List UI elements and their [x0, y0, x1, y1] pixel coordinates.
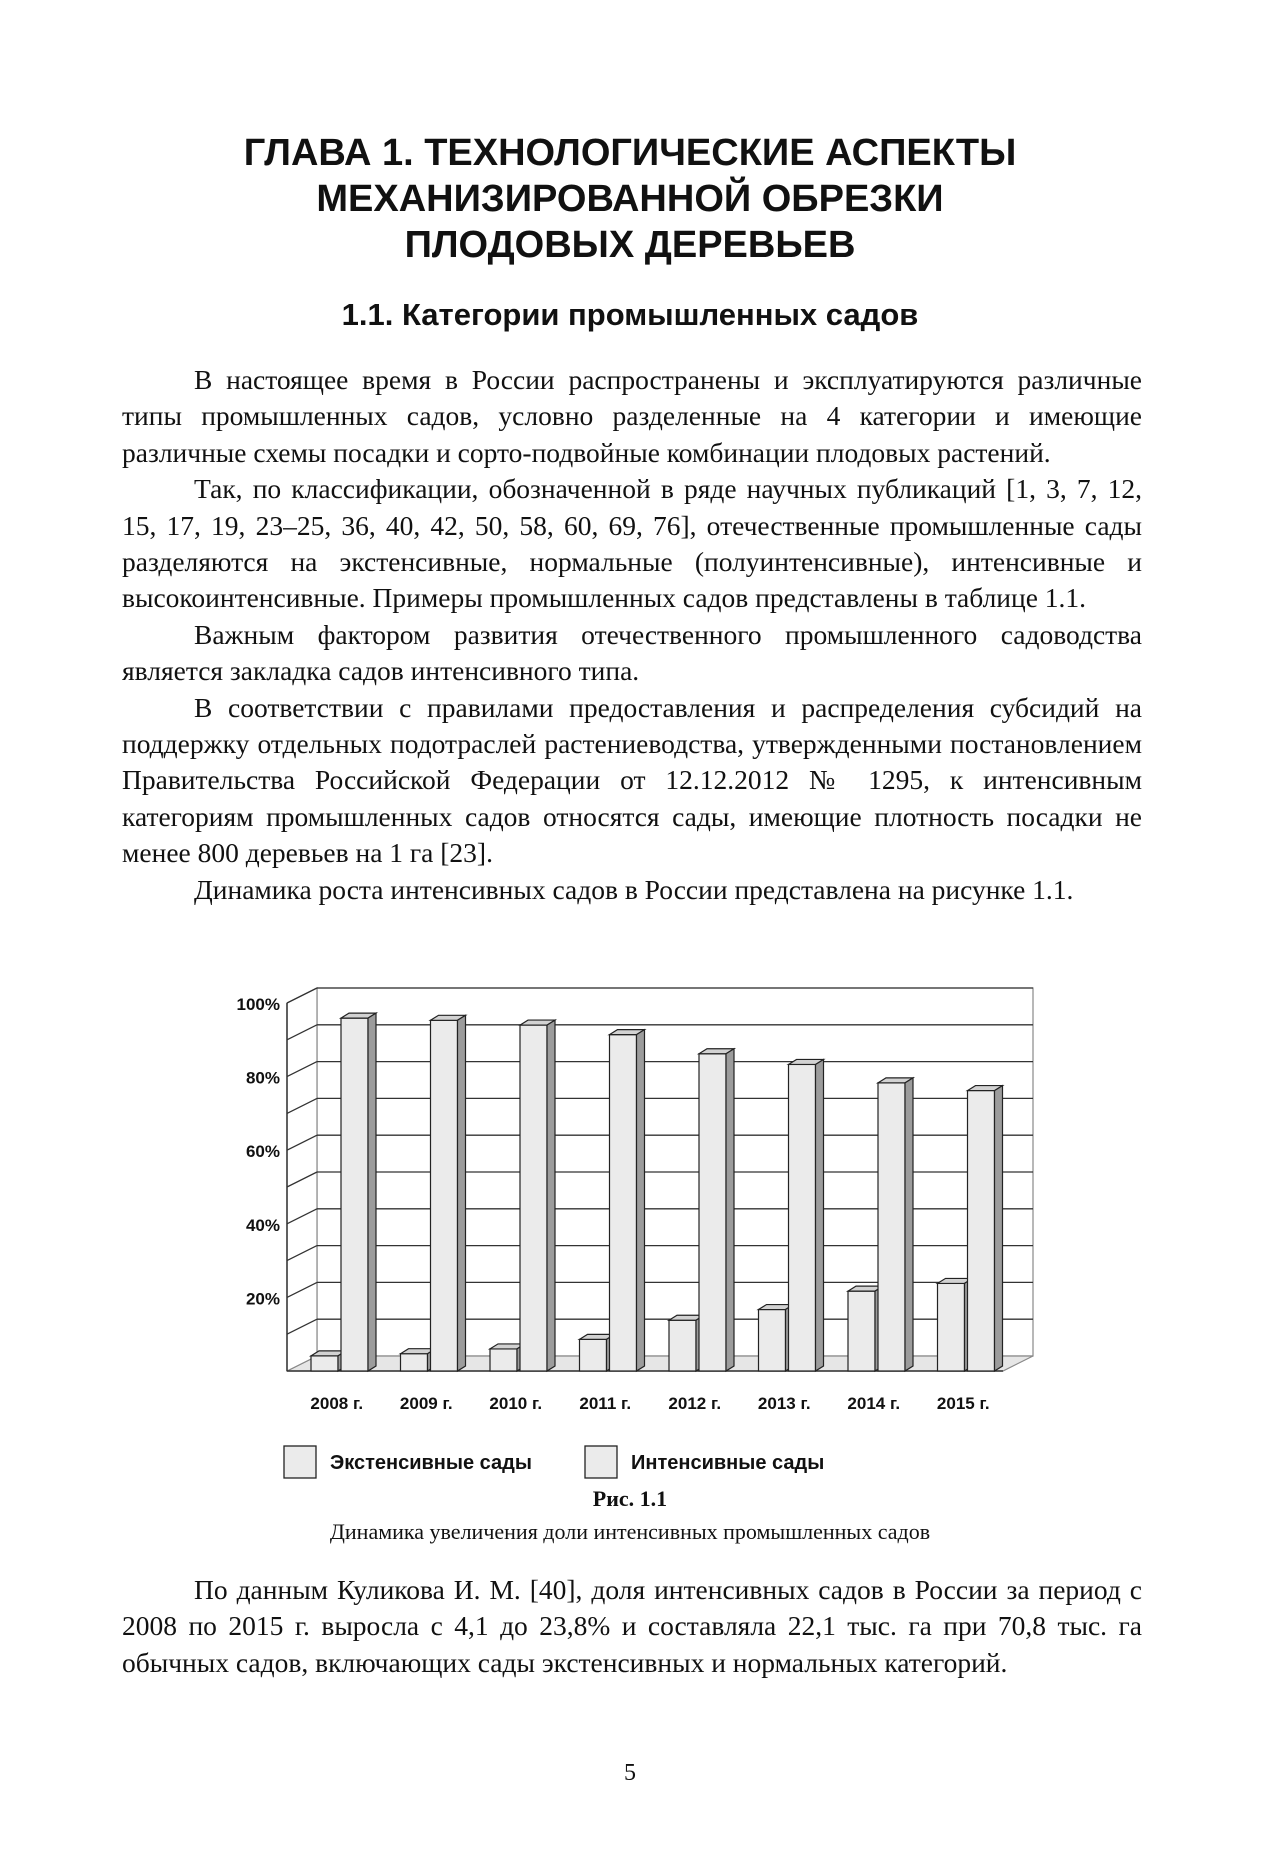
- x-tick-label: 2015 г.: [936, 1394, 990, 1413]
- y-tick-label: 20%: [245, 1289, 280, 1309]
- x-tick-label: 2013 г.: [757, 1394, 811, 1413]
- legend-swatch: [585, 1446, 617, 1478]
- paragraph: В настоящее время в России распространены и эксплуатируются различные типы промышленных садов, условно разделенные на 4 категории и имеющие различные схемы посадки и сорто-подвойные комбинации плодовых растений.: [122, 364, 1142, 468]
- bar-extensive-front: [610, 1035, 637, 1371]
- bar-extensive-front: [431, 1020, 458, 1371]
- bar-intensive-front: [311, 1356, 338, 1371]
- paragraph: Динамика роста интенсивных садов в России представлена на рисунке 1.1.: [194, 873, 1074, 905]
- paragraph: По данным Куликова И. М. [40], доля интенсивных садов в России за период с 2008 по 2015 г. выросла с 4,1 до 23,8% и составляла 22,1 тыс. га при 70,8 тыс. га обычных садов, включающих сады экстенсивных и нормальных категорий.: [122, 1574, 1142, 1678]
- legend-swatch: [284, 1446, 316, 1478]
- bar-intensive-front: [848, 1291, 875, 1371]
- bar-intensive-front: [401, 1354, 428, 1371]
- figure-label: Рис. 1.1: [592, 1486, 668, 1511]
- paragraph: Важным фактором развития отечественного промышленного садоводства является закладка садов интенсивного типа.: [122, 618, 1142, 687]
- bar-extensive-side: [637, 1030, 645, 1371]
- bar-extensive-side: [816, 1059, 824, 1371]
- paragraph: Так, по классификации, обозначенной в ряде научных публикаций [1, 3, 7, 12, 15, 17, 19, 23–25, 36, 40, 42, 50, 58, 60, 69, 76], отечественные промышленные сады разделяются на экстенсивные, нормальные (полуинтенсивные), интенсивные и высокоинтенсивные. Примеры промышленных садов представлены в таблице 1.1.: [122, 473, 1142, 614]
- bar-extensive-front: [878, 1083, 905, 1371]
- legend-label: Интенсивные сады: [631, 1452, 825, 1474]
- chart-floor: [287, 1356, 1033, 1371]
- bar-extensive-front: [789, 1064, 816, 1371]
- body-text-bottom: [122, 1572, 1142, 1681]
- x-tick-label: 2014 г.: [847, 1394, 901, 1413]
- bar-extensive-side: [905, 1078, 913, 1371]
- bar-extensive-side: [368, 1013, 376, 1371]
- y-tick-label: 60%: [245, 1142, 280, 1162]
- legend-label: Экстенсивные сады: [330, 1452, 532, 1474]
- bar-extensive-side: [726, 1049, 734, 1371]
- bar-intensive-front: [580, 1339, 607, 1371]
- bar-extensive-front: [520, 1025, 547, 1371]
- chapter-title-line-1: ГЛАВА 1. ТЕХНОЛОГИЧЕСКИЕ АСПЕКТЫ: [243, 132, 1017, 174]
- page-number: 5: [624, 1760, 636, 1786]
- bar-intensive-front: [490, 1349, 517, 1371]
- figure-caption: Динамика увеличения доли интенсивных промышленных садов: [329, 1519, 931, 1544]
- x-tick-label: 2010 г.: [489, 1394, 543, 1413]
- bar-extensive-front: [341, 1018, 368, 1371]
- y-tick-label: 80%: [245, 1068, 280, 1088]
- x-tick-label: 2011 г.: [579, 1394, 632, 1413]
- y-tick-label: 100%: [236, 995, 280, 1014]
- y-tick-label: 40%: [245, 1215, 280, 1235]
- bar-extensive-front: [699, 1054, 726, 1371]
- bar-intensive-front: [669, 1320, 696, 1371]
- paragraph: В соответствии с правилами предоставления и распределения субсидий на поддержку отдельных подотраслей растениеводства, утвержденными постановлением Правительства Российской Федерации от 12.12.2012 № 1295, к интенсивным категориям промышленных садов относятся сады, имеющие плотность посадки не менее 800 деревьев на 1 га [23].: [122, 691, 1142, 869]
- x-tick-label: 2012 г.: [668, 1394, 722, 1413]
- bar-intensive-front: [938, 1283, 965, 1371]
- bar-extensive-side: [547, 1020, 555, 1371]
- x-tick-label: 2008 г.: [310, 1394, 364, 1413]
- x-tick-label: 2009 г.: [399, 1394, 453, 1413]
- bar-extensive-front: [968, 1091, 995, 1371]
- section-title: 1.1. Категории промышленных садов: [341, 297, 919, 332]
- chapter-title-line-2: МЕХАНИЗИРОВАННОЙ ОБРЕЗКИ: [316, 178, 944, 220]
- chapter-title-line-3: ПЛОДОВЫХ ДЕРЕВЬЕВ: [404, 224, 856, 266]
- bar-intensive-front: [759, 1310, 786, 1371]
- bar-extensive-side: [995, 1086, 1003, 1371]
- bar-extensive-side: [458, 1015, 466, 1371]
